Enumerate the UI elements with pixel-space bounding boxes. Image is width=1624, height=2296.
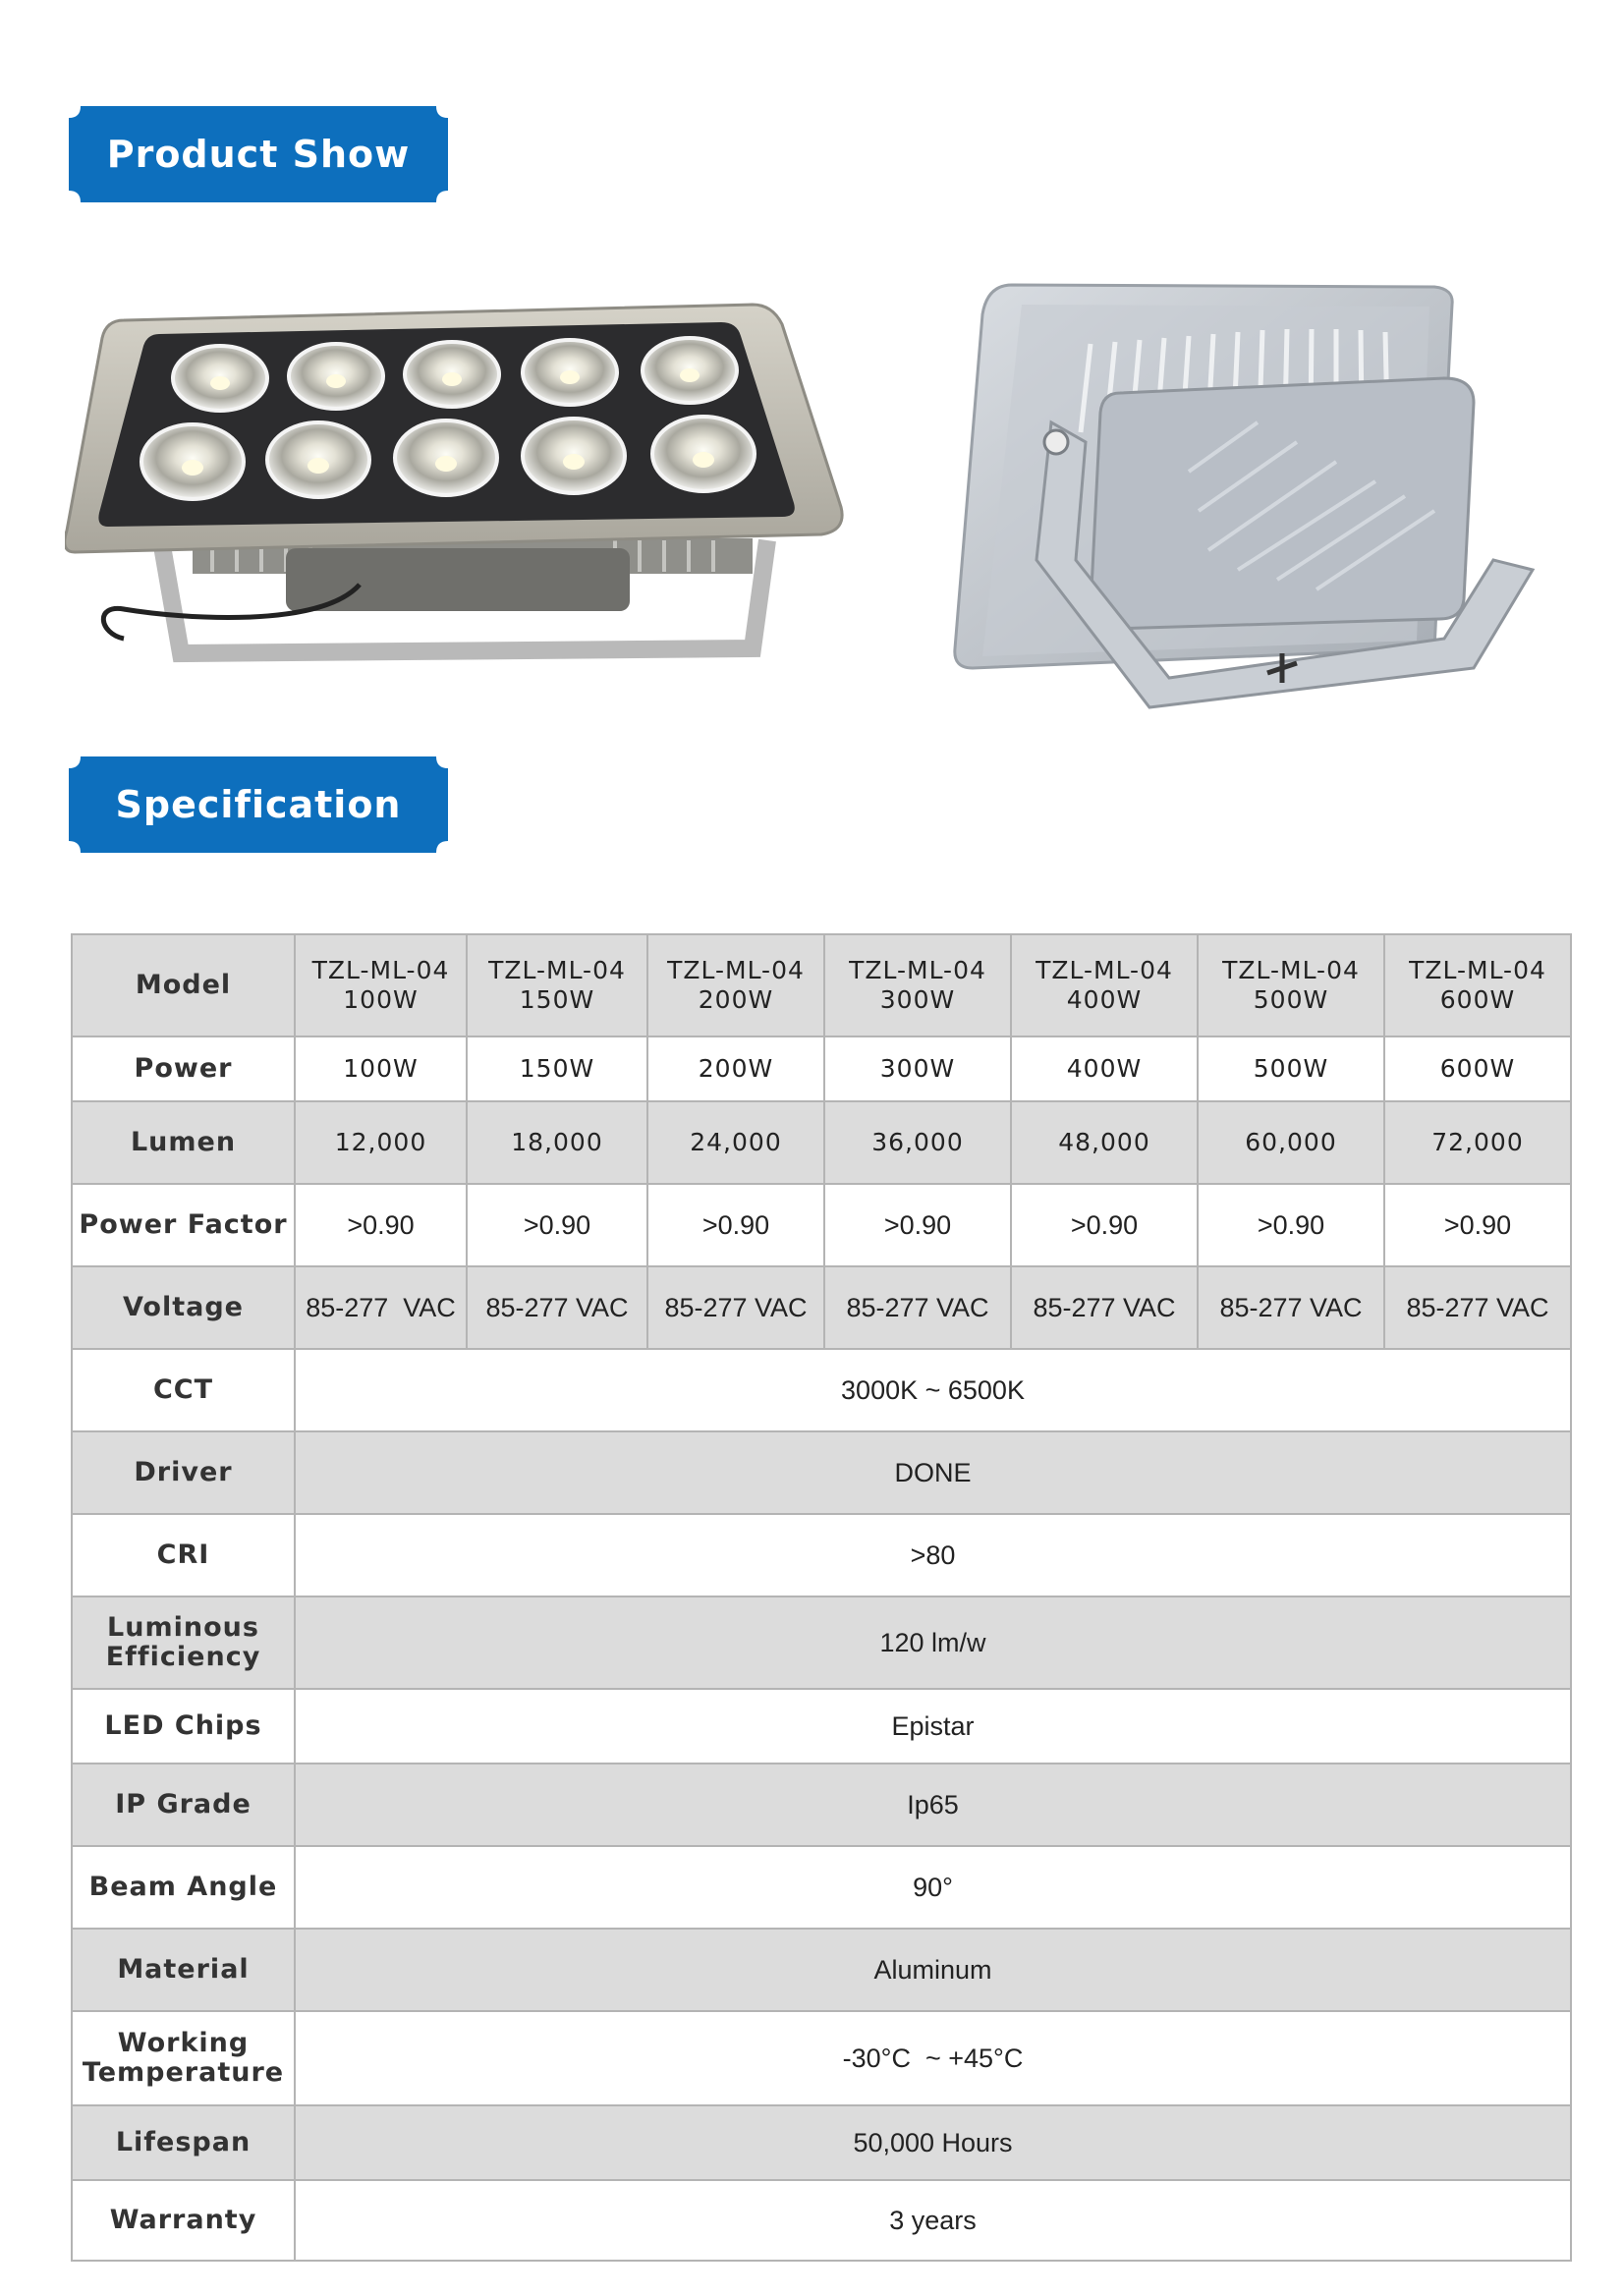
value-cell: 500W	[1198, 1036, 1384, 1101]
value-cell: >0.90	[824, 1184, 1011, 1266]
model-name: TZL-ML-04	[849, 956, 986, 984]
value-cell: >0.90	[1384, 1184, 1571, 1266]
value-cell: 300W	[824, 1036, 1011, 1101]
model-cell	[1384, 934, 1571, 1036]
cct-row	[72, 1349, 1571, 1431]
value-cell: >0.90	[295, 1184, 467, 1266]
model-cell	[647, 934, 824, 1036]
row-label-line: Driver	[134, 1457, 233, 1487]
lumen-row	[72, 1101, 1571, 1184]
value-cell: 200W	[647, 1036, 824, 1101]
row-label	[72, 2180, 295, 2261]
row-label	[72, 2011, 295, 2105]
model-cell	[295, 934, 467, 1036]
model-wattage: 100W	[343, 985, 419, 1014]
value-cell: -30°C ~ +45°C	[295, 2011, 1571, 2105]
row-label	[72, 1514, 295, 1596]
row-label	[72, 1764, 295, 1846]
row-label	[72, 2105, 295, 2180]
value-cell: 600W	[1384, 1036, 1571, 1101]
value-cell: 3000K ~ 6500K	[295, 1349, 1571, 1431]
product-show-banner	[69, 106, 448, 202]
row-label-line: Temperature	[82, 2057, 285, 2088]
power-factor-row	[72, 1184, 1571, 1266]
value-cell: 150W	[467, 1036, 647, 1101]
row-label	[72, 1349, 295, 1431]
model-wattage: 150W	[519, 985, 595, 1014]
warranty-row	[72, 2180, 1571, 2261]
value-cell: 50,000 Hours	[295, 2105, 1571, 2180]
value-cell: Epistar	[295, 1689, 1571, 1764]
model-wattage: 200W	[698, 985, 774, 1014]
value-cell: 400W	[1011, 1036, 1198, 1101]
value-cell: Ip65	[295, 1764, 1571, 1846]
row-label-line: Working	[117, 2028, 250, 2058]
row-label	[72, 1846, 295, 1929]
value-cell: 85-277 VAC	[1011, 1266, 1198, 1349]
value-cell: >80	[295, 1514, 1571, 1596]
row-label: Power Factor	[72, 1184, 295, 1266]
row-label	[72, 1929, 295, 2011]
model-cell	[824, 934, 1011, 1036]
specification-table	[71, 933, 1572, 2262]
model-wattage: 600W	[1439, 985, 1516, 1014]
value-cell: 90°	[295, 1846, 1571, 1929]
working-temperature-row	[72, 2011, 1571, 2105]
row-label-line: CRI	[156, 1540, 210, 1570]
value-cell: 120 lm/w	[295, 1596, 1571, 1689]
value-cell: 85-277 VAC	[1198, 1266, 1384, 1349]
value-cell: 85-277 VAC	[647, 1266, 824, 1349]
material-row	[72, 1929, 1571, 2011]
value-cell: DONE	[295, 1431, 1571, 1514]
model-name: TZL-ML-04	[667, 956, 805, 984]
model-row	[72, 934, 1571, 1036]
model-wattage: 400W	[1066, 985, 1143, 1014]
driver-row	[72, 1431, 1571, 1514]
value-cell: >0.90	[1011, 1184, 1198, 1266]
lifespan-row	[72, 2105, 1571, 2180]
model-name: TZL-ML-04	[1222, 956, 1360, 984]
specification-banner	[69, 756, 448, 853]
value-cell: >0.90	[647, 1184, 824, 1266]
row-label-line: Lifespan	[115, 2127, 252, 2157]
cri-row	[72, 1514, 1571, 1596]
row-label-line: CCT	[152, 1374, 214, 1405]
row-label	[72, 1431, 295, 1514]
specification-title: Specification	[115, 783, 402, 826]
power-row	[72, 1036, 1571, 1101]
model-cell	[1011, 934, 1198, 1036]
led-chips-row	[72, 1689, 1571, 1764]
beam-angle-row	[72, 1846, 1571, 1929]
value-cell: Aluminum	[295, 1929, 1571, 2011]
value-cell: 36,000	[824, 1101, 1011, 1184]
model-name: TZL-ML-04	[1036, 956, 1173, 984]
row-label: Lumen	[72, 1101, 295, 1184]
model-name: TZL-ML-04	[311, 956, 450, 984]
value-cell: 85-277 VAC	[1384, 1266, 1571, 1349]
model-wattage: 500W	[1253, 985, 1329, 1014]
row-label-line: IP Grade	[115, 1789, 252, 1820]
row-label-line: Warranty	[109, 2205, 257, 2235]
value-cell: 48,000	[1011, 1101, 1198, 1184]
row-label-line: Luminous	[107, 1612, 259, 1643]
value-cell: 12,000	[295, 1101, 467, 1184]
row-label: Voltage	[72, 1266, 295, 1349]
value-cell: >0.90	[467, 1184, 647, 1266]
row-label	[72, 1596, 295, 1689]
row-label-line: Material	[117, 1954, 250, 1985]
row-label-line: Efficiency	[105, 1642, 261, 1672]
row-label: Power	[72, 1036, 295, 1101]
value-cell: 60,000	[1198, 1101, 1384, 1184]
model-wattage: 300W	[879, 985, 956, 1014]
value-cell: 72,000	[1384, 1101, 1571, 1184]
model-cell	[467, 934, 647, 1036]
row-label	[72, 1689, 295, 1764]
value-cell: 18,000	[467, 1101, 647, 1184]
floodlight-front-image	[65, 295, 851, 668]
floodlight-back-image	[943, 275, 1572, 717]
value-cell: 85-277 VAC	[824, 1266, 1011, 1349]
luminous-efficiency-row	[72, 1596, 1571, 1689]
value-cell: >0.90	[1198, 1184, 1384, 1266]
row-label: Model	[72, 934, 295, 1036]
model-name: TZL-ML-04	[1409, 956, 1546, 984]
model-cell	[1198, 934, 1384, 1036]
value-cell: 3 years	[295, 2180, 1571, 2261]
model-name: TZL-ML-04	[488, 956, 626, 984]
value-cell: 100W	[295, 1036, 467, 1101]
row-label-line: Beam Angle	[88, 1872, 278, 1902]
product-show-title: Product Show	[106, 133, 411, 176]
ip-grade-row	[72, 1764, 1571, 1846]
row-label-line: LED Chips	[104, 1710, 262, 1741]
voltage-row	[72, 1266, 1571, 1349]
value-cell: 85-277 VAC	[467, 1266, 647, 1349]
value-cell: 85-277 VAC	[295, 1266, 467, 1349]
value-cell: 24,000	[647, 1101, 824, 1184]
